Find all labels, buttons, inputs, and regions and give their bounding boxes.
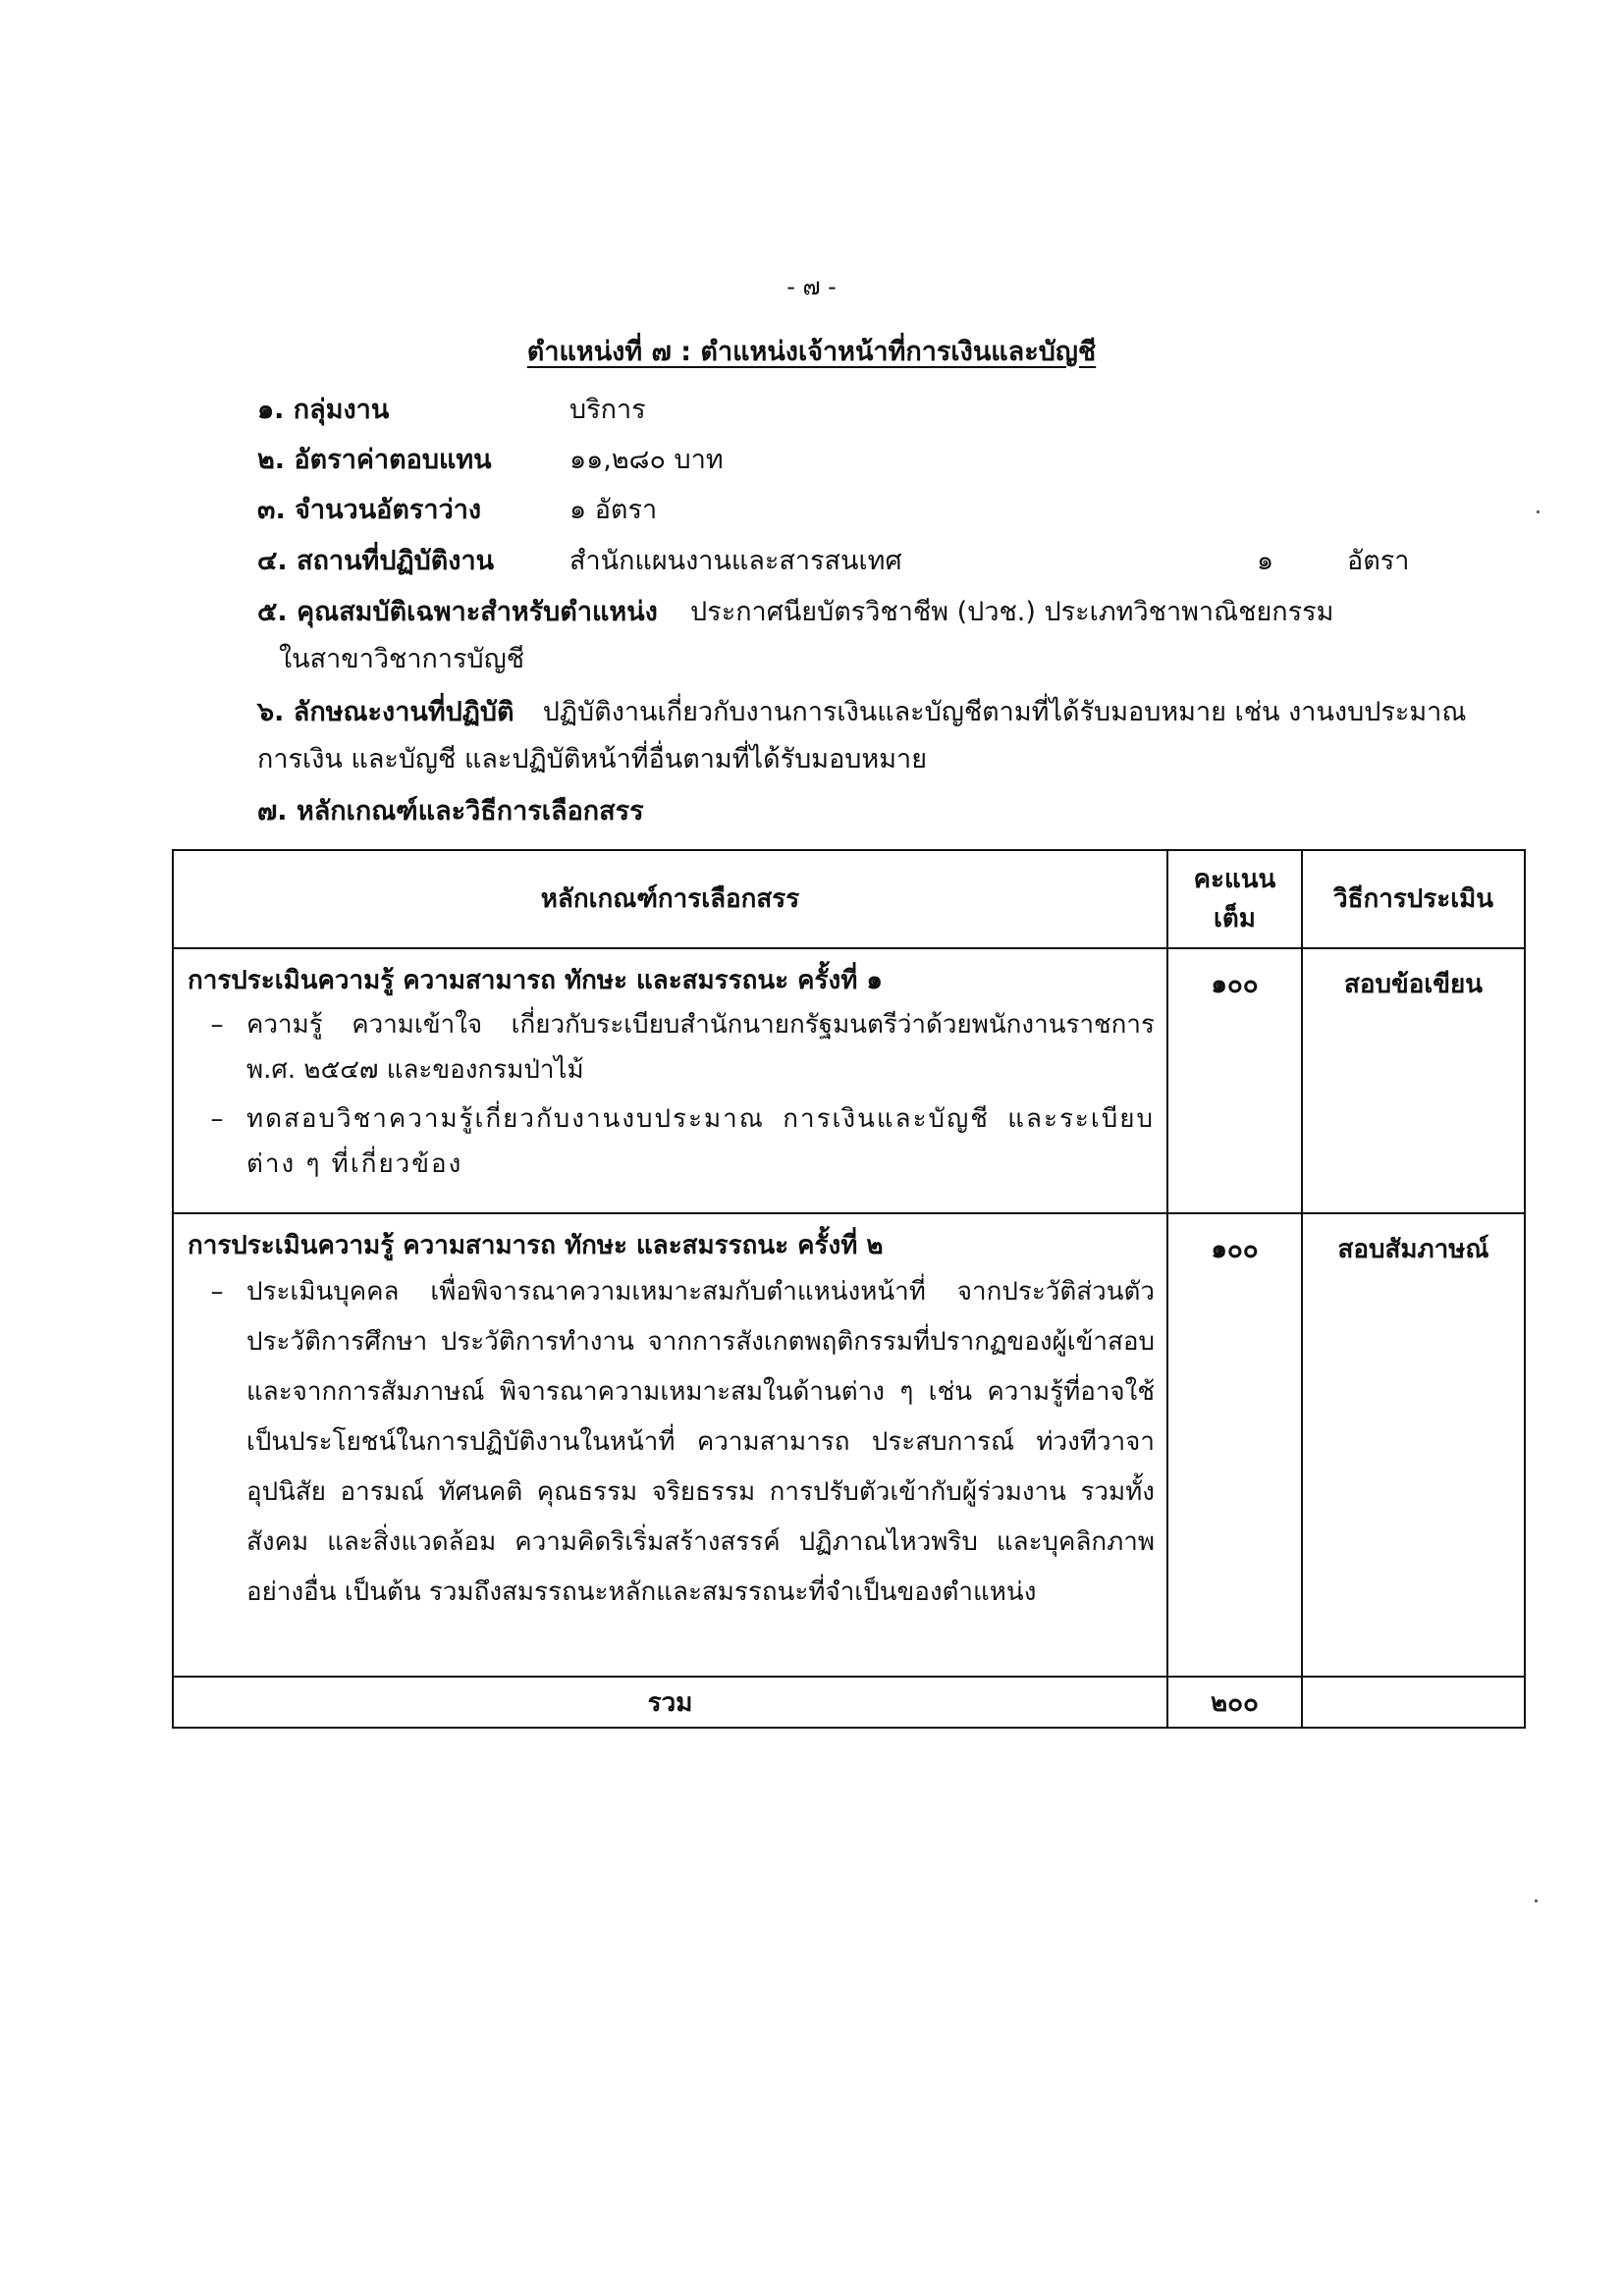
criteria-heading: การประเมินความรู้ ความสามารถ ทักษะ และสมรรถนะ ครั้งที่ ๒ — [188, 1231, 884, 1260]
criteria-cell — [173, 948, 1167, 1213]
table-row — [173, 948, 1525, 1213]
score-cell: ๑๐๐ — [1167, 948, 1302, 1213]
item-workplace-label: ๔. สถานที่ปฏิบัติงาน — [257, 546, 495, 576]
method-cell: สอบสัมภาษณ์ — [1302, 1213, 1525, 1677]
item-qualification-cont — [279, 636, 1457, 682]
item-qualification-value-line2: ในสาขาวิชาการบัญชี — [279, 644, 525, 674]
item-selection — [257, 788, 1435, 834]
item-vacancies-label: ๓. จำนวนอัตราว่าง — [257, 495, 482, 525]
dash-marker: – — [210, 1010, 224, 1040]
item-group — [257, 391, 646, 430]
table-total-row — [173, 1677, 1525, 1728]
item-duties-cont — [257, 736, 1435, 782]
item-qualification — [257, 589, 1534, 635]
score-cell: ๑๐๐ — [1167, 1213, 1302, 1677]
item-duties-value-line2: การเงิน และบัญชี และปฏิบัติหน้าที่อื่นตามที่ได้รับมอบหมาย — [257, 744, 928, 774]
item-duties-label: ๖. ลักษณะงานที่ปฏิบัติ — [257, 697, 514, 727]
criteria-bullet — [188, 1002, 1155, 1093]
item-vacancies — [257, 491, 658, 530]
criteria-bullet-text: ความรู้ ความเข้าใจ เกี่ยวกับระเบียบสำนักนายกรัฐมนตรีว่าด้วยพนักงานราชการ พ.ศ. ๒๕๔๗ และของกรมป่าไม้ — [246, 1010, 1155, 1085]
item-compensation — [257, 441, 724, 480]
item-workplace-unit: อัตรา — [1347, 546, 1410, 576]
item-duties — [257, 689, 1534, 735]
item-group-value: บริการ — [569, 395, 646, 425]
item-compensation-label: ๒. อัตราค่าตอบแทน — [257, 445, 492, 475]
item-workplace-count: ๑ — [1257, 546, 1274, 576]
item-vacancies-value: ๑ อัตรา — [569, 495, 658, 525]
selection-criteria-table — [172, 849, 1526, 1729]
header-method: วิธีการประเมิน — [1302, 850, 1525, 948]
item-qualification-value-line1: ประกาศนียบัตรวิชาชีพ (ปวช.) ประเภทวิชาพาณิชยกรรม — [690, 597, 1334, 627]
header-score-label: คะแนนเต็ม — [1193, 865, 1276, 934]
criteria-bullet-text: ทดสอบวิชาความรู้เกี่ยวกับงานงบประมาณ การเงินและบัญชี และระเบียบต่าง ๆ ที่เกี่ยวข้อง — [246, 1104, 1155, 1179]
position-title: ตำแหน่งที่ ๗ : ตำแหน่งเจ้าหน้าที่การเงินและบัญชี — [526, 337, 1097, 367]
table-row — [173, 1213, 1525, 1677]
item-group-label: ๑. กลุ่มงาน — [257, 395, 390, 425]
item-selection-label: ๗. หลักเกณฑ์และวิธีการเลือกสรร — [257, 796, 644, 827]
item-workplace — [257, 542, 1435, 581]
total-label: รวม — [173, 1677, 1167, 1728]
dash-marker: – — [210, 1277, 224, 1307]
total-score: ๒๐๐ — [1167, 1677, 1302, 1728]
criteria-bullet — [188, 1096, 1155, 1187]
dash-marker: – — [210, 1104, 224, 1134]
item-workplace-value: สำนักแผนงานและสารสนเทศ — [569, 546, 902, 576]
item-compensation-value: ๑๑,๒๘๐ บาท — [569, 445, 724, 475]
criteria-bullet — [188, 1267, 1155, 1618]
criteria-heading: การประเมินความรู้ ความสามารถ ทักษะ และสมรรถนะ ครั้งที่ ๑ — [188, 966, 883, 995]
criteria-cell — [173, 1213, 1167, 1677]
page-number: - ๗ - — [786, 273, 837, 300]
header-score — [1167, 850, 1302, 948]
scan-speck — [1537, 510, 1540, 513]
header-criteria: หลักเกณฑ์การเลือกสรร — [173, 850, 1167, 948]
scan-speck — [1535, 1899, 1538, 1902]
item-qualification-label: ๕. คุณสมบัติเฉพาะสำหรับตำแหน่ง — [257, 597, 658, 627]
item-duties-value-line1: ปฏิบัติงานเกี่ยวกับงานการเงินและบัญชีตามที่ได้รับมอบหมาย เช่น งานงบประมาณ — [542, 697, 1467, 727]
method-cell: สอบข้อเขียน — [1302, 948, 1525, 1213]
total-method — [1302, 1677, 1525, 1728]
criteria-bullet-text: ประเมินบุคคล เพื่อพิจารณาความเหมาะสมกับตำแหน่งหน้าที่ จากประวัติส่วนตัว ประวัติการศึกษา ประวัติการทำงาน จากการสังเกตพฤติกรรมที่ปรากฏของผู้เข้าสอบและจากการสัมภาษณ์ พิจารณาความเหมาะสมในด้านต่าง ๆ เช่น ความรู้ที่อาจใช้เป็นประโยชน์ในการปฏิบัติงานในหน้าที่ ความสามารถ ประสบการณ์ ท่วงทีวาจา อุปนิสัย อารมณ์ ทัศนคติ คุณธรรม จริยธรรม การปรับตัวเข้ากับผู้ร่วมงาน รวมทั้งสังคม และสิ่งแวดล้อม ความคิดริเริ่มสร้างสรรค์ ปฏิภาณไหวพริบ และบุคลิกภาพอย่างอื่น เป็นต้น รวมถึงสมรรถนะหลักและสมรรถนะที่จำเป็นของตำแหน่ง — [246, 1277, 1155, 1607]
table-header-row — [173, 850, 1525, 948]
